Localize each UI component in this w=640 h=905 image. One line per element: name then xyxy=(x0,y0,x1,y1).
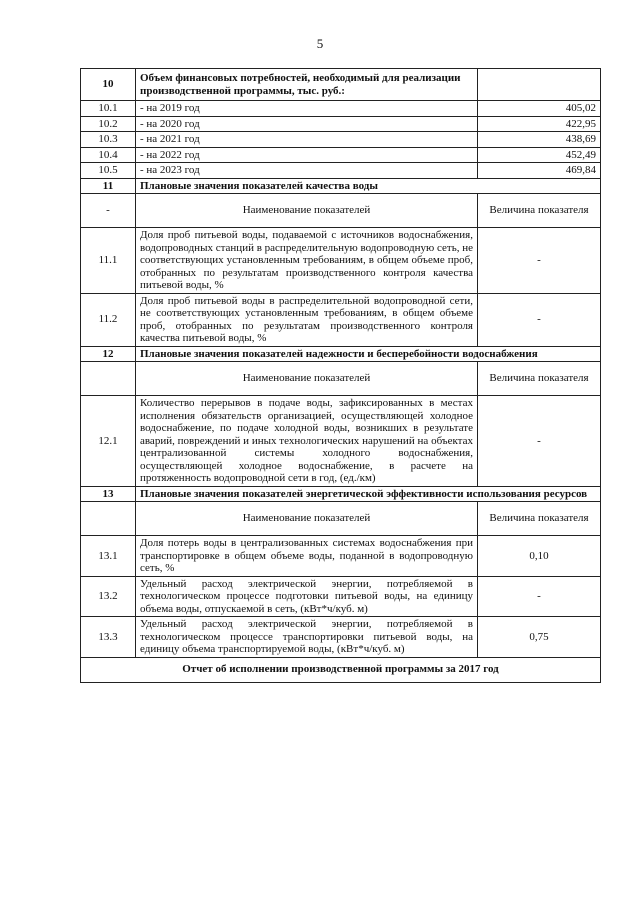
table-row xyxy=(81,147,601,163)
row-number: 10.1 xyxy=(81,101,136,117)
row-description: Доля потерь воды в централизованных системах водоснабжения при транспортировке в общем объеме воды, поданной в водопроводную сеть, % xyxy=(136,536,478,577)
row-label: - на 2022 год xyxy=(136,147,478,163)
report-title: Отчет об исполнении производственной программы за 2017 год xyxy=(81,657,601,682)
row-value: 405,02 xyxy=(478,101,601,117)
row-description: Удельный расход электрической энергии, потребляемой в технологическом процессе подготовки питьевой воды, на единицу объема воды, отпускаемой в сеть, (кВт*ч/куб. м) xyxy=(136,576,478,617)
empty-number-cell xyxy=(81,362,136,396)
row-number: 13.2 xyxy=(81,576,136,617)
row-number: 10.4 xyxy=(81,147,136,163)
section-title: Плановые значения показателей энергетической эффективности использования ресурсов xyxy=(136,486,601,502)
table-row xyxy=(81,346,601,362)
column-header-value: Величина показателя xyxy=(478,362,601,396)
table-row xyxy=(81,617,601,658)
program-table xyxy=(80,68,601,683)
section-title: Плановые значения показателей надежности и бесперебойности водоснабжения xyxy=(136,346,601,362)
column-header-name: Наименование показателей xyxy=(136,362,478,396)
column-header-number: - xyxy=(81,194,136,228)
table-row xyxy=(81,228,601,294)
row-label: - на 2021 год xyxy=(136,132,478,148)
column-header-row xyxy=(81,362,601,396)
row-description: Доля проб питьевой воды в распределительной водопроводной сети, не соответствующих установленным требованиям, в общем объеме проб, отобранных по результатам производственного контроля качества питьевой воды, % xyxy=(136,293,478,346)
row-value: - xyxy=(478,293,601,346)
row-number: 12.1 xyxy=(81,396,136,487)
row-number: 10.3 xyxy=(81,132,136,148)
row-value: 422,95 xyxy=(478,116,601,132)
row-label: - на 2020 год xyxy=(136,116,478,132)
row-value: 0,10 xyxy=(478,536,601,577)
table-row xyxy=(81,132,601,148)
table-row xyxy=(81,116,601,132)
table-row xyxy=(81,657,601,682)
row-number: 11.2 xyxy=(81,293,136,346)
row-value: 438,69 xyxy=(478,132,601,148)
table-row xyxy=(81,163,601,179)
row-number: 13.3 xyxy=(81,617,136,658)
row-description: Удельный расход электрической энергии, потребляемой в технологическом процессе транспортировки питьевой воды, на единицу объема транспортируемой воды, (кВт*ч/куб. м) xyxy=(136,617,478,658)
table-row xyxy=(81,536,601,577)
row-number: 11.1 xyxy=(81,228,136,294)
table-row xyxy=(81,486,601,502)
row-value: 452,49 xyxy=(478,147,601,163)
table-row xyxy=(81,396,601,487)
section-title: Плановые значения показателей качества воды xyxy=(136,178,601,194)
row-value: 469,84 xyxy=(478,163,601,179)
table-row xyxy=(81,178,601,194)
table-row xyxy=(81,101,601,117)
row-number: 13 xyxy=(81,486,136,502)
row-value: - xyxy=(478,396,601,487)
section-title: Объем финансовых потребностей, необходимый для реализации производственной программы, тыс. руб.: xyxy=(136,69,478,101)
empty-value-cell xyxy=(478,69,601,101)
page-number: 5 xyxy=(316,36,324,51)
row-description: Доля проб питьевой воды, подаваемой с источников водоснабжения, водопроводных станций в распределительную водопроводную сеть, не соответствующих установленным требованиям, в общем объеме проб, отобранных по результатам производственного контроля качества питьевой воды, % xyxy=(136,228,478,294)
row-label: - на 2023 год xyxy=(136,163,478,179)
row-number: 10 xyxy=(81,69,136,101)
column-header-row xyxy=(81,194,601,228)
row-number: 11 xyxy=(81,178,136,194)
table-row xyxy=(81,293,601,346)
table-row xyxy=(81,69,601,101)
row-value: - xyxy=(478,576,601,617)
column-header-name: Наименование показателей xyxy=(136,502,478,536)
row-value: - xyxy=(478,228,601,294)
table-row xyxy=(81,576,601,617)
column-header-name: Наименование показателей xyxy=(136,194,478,228)
row-value: 0,75 xyxy=(478,617,601,658)
row-description: Количество перерывов в подаче воды, зафиксированных в местах исполнения обязательств организацией, осуществляющей холодное водоснабжение, по подаче холодной воды, возникших в результате аварий, повреждений и иных технологических нарушений на объектах централизованной системы холодного водоснабжения, осуществляющей холодное водоснабжение, в расчете на протяженность водопроводной сети в год, (ед./км) xyxy=(136,396,478,487)
row-number: 12 xyxy=(81,346,136,362)
column-header-value: Величина показателя xyxy=(478,194,601,228)
row-label: - на 2019 год xyxy=(136,101,478,117)
row-number: 10.2 xyxy=(81,116,136,132)
row-number: 10.5 xyxy=(81,163,136,179)
column-header-value: Величина показателя xyxy=(478,502,601,536)
column-header-row xyxy=(81,502,601,536)
empty-number-cell xyxy=(81,502,136,536)
row-number: 13.1 xyxy=(81,536,136,577)
